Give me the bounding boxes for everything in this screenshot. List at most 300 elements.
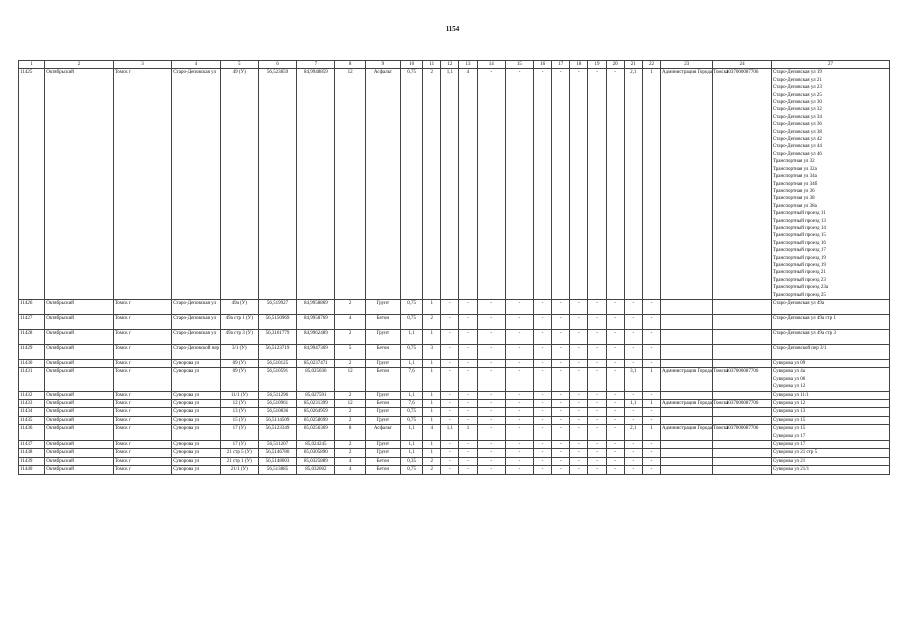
table-cell: - <box>477 315 505 330</box>
table-cell: - <box>642 457 660 465</box>
table-cell: - <box>505 300 533 315</box>
table-cell: - <box>505 69 533 300</box>
address-item: Суворова ул 12 <box>772 401 806 407</box>
table-cell: Октябрьский <box>45 345 114 360</box>
table-cell: 1,1 <box>624 400 642 408</box>
table-cell: - <box>570 360 588 368</box>
table-cell: - <box>642 330 660 345</box>
table-cell: - <box>534 441 552 449</box>
table-cell: 56,511296 <box>258 391 296 399</box>
table-cell: 3,1 <box>624 368 642 391</box>
address-list-cell <box>771 69 889 300</box>
column-header: 5 <box>220 61 258 69</box>
table-cell <box>661 360 713 368</box>
address-item: Суворова ул 21 стр 5 <box>772 450 818 456</box>
table-cell: 11438 <box>19 449 45 457</box>
table-cell: Администрация Города Томска <box>661 368 713 391</box>
table-cell: 11432 <box>19 391 45 399</box>
table-cell: - <box>642 408 660 416</box>
address-list-cell <box>771 391 889 399</box>
table-cell: - <box>624 449 642 457</box>
table-cell: - <box>441 449 459 457</box>
table-cell: - <box>441 360 459 368</box>
table-cell: - <box>606 449 624 457</box>
table-cell: 84,9958869 <box>297 300 335 315</box>
table-cell: 2,1 <box>624 69 642 300</box>
table-cell <box>661 330 713 345</box>
table-cell: - <box>552 345 570 360</box>
table-cell: - <box>441 466 459 474</box>
table-cell: - <box>459 360 477 368</box>
table-cell: 11439 <box>19 457 45 465</box>
address-item: Суворова ул 06 <box>772 376 806 382</box>
table-cell: 2 <box>335 360 365 368</box>
table-cell: - <box>534 400 552 408</box>
address-item: Суворова ул 21 <box>772 458 806 464</box>
column-header: 2 <box>45 61 114 69</box>
table-cell: - <box>588 425 606 441</box>
table-cell: 1 <box>423 449 441 457</box>
table-cell: - <box>477 457 505 465</box>
table-cell: - <box>477 345 505 360</box>
column-header: 23 <box>661 61 713 69</box>
table-cell: Томск г <box>113 360 171 368</box>
table-cell: - <box>505 345 533 360</box>
table-cell: Грунт <box>365 441 400 449</box>
address-item: Суворова ул 4а <box>772 369 805 375</box>
table-cell: - <box>606 315 624 330</box>
table-cell: - <box>588 449 606 457</box>
table-cell: 7,6 <box>401 400 423 408</box>
table-cell: Старо-Деповская ул <box>172 330 220 345</box>
table-cell: 21 стр 5 (У) <box>220 449 258 457</box>
table-cell: - <box>441 457 459 465</box>
table-cell: 84,9958769 <box>297 315 335 330</box>
table-cell: 85,0325889 <box>297 457 335 465</box>
table-cell: 11430 <box>19 360 45 368</box>
table-cell: 2 <box>423 457 441 465</box>
table-cell <box>713 408 771 416</box>
table-cell: - <box>642 315 660 330</box>
table-cell: - <box>642 345 660 360</box>
table-cell: 1 <box>423 441 441 449</box>
table-cell: - <box>570 416 588 424</box>
table-cell: - <box>588 345 606 360</box>
table-cell: - <box>505 330 533 345</box>
table-cell: Октябрьский <box>45 466 114 474</box>
table-cell: 1 <box>423 300 441 315</box>
table-cell: 1 <box>423 368 441 391</box>
table-cell: - <box>534 315 552 330</box>
table-cell: - <box>477 300 505 315</box>
table-cell: - <box>505 466 533 474</box>
address-item: Суворова ул 21/1 <box>772 467 810 473</box>
table-cell: - <box>552 449 570 457</box>
table-cell: - <box>642 441 660 449</box>
address-item: Старо-Деповская ул 19 <box>772 70 822 76</box>
table-cell: 56,510836 <box>258 408 296 416</box>
table-cell: - <box>477 425 505 441</box>
table-cell: Грунт <box>365 416 400 424</box>
table-cell <box>661 300 713 315</box>
table-cell: - <box>505 449 533 457</box>
table-cell: - <box>459 391 477 399</box>
table-row <box>19 345 890 360</box>
table-cell: 1037000087706 <box>713 368 771 391</box>
table-cell: Томск г <box>113 400 171 408</box>
table-cell: - <box>624 391 642 399</box>
table-cell: - <box>441 315 459 330</box>
table-cell: 85,0231399 <box>297 400 335 408</box>
table-cell: - <box>505 457 533 465</box>
table-cell: - <box>459 449 477 457</box>
table-cell: - <box>477 466 505 474</box>
table-cell: Томск г <box>113 457 171 465</box>
table-cell: Томск г <box>113 330 171 345</box>
table-cell: - <box>588 408 606 416</box>
address-list-cell <box>771 441 889 449</box>
column-header: 15 <box>505 61 533 69</box>
table-cell: 2 <box>335 330 365 345</box>
table-cell: Томск г <box>113 300 171 315</box>
table-cell: - <box>441 368 459 391</box>
table-cell: 2 <box>423 315 441 330</box>
table-cell: 12 <box>335 368 365 391</box>
table-cell: Суворова ул <box>172 466 220 474</box>
table-cell: - <box>459 466 477 474</box>
table-cell: Октябрьский <box>45 368 114 391</box>
address-list-cell <box>771 330 889 345</box>
table-cell <box>713 441 771 449</box>
address-list-cell <box>771 368 889 391</box>
table-cell: - <box>552 441 570 449</box>
table-row <box>19 441 890 449</box>
table-cell: Суворова ул <box>172 416 220 424</box>
table-cell: 85,0258699 <box>297 416 335 424</box>
table-cell: - <box>588 360 606 368</box>
table-cell: - <box>534 425 552 441</box>
table-cell: 2 <box>335 408 365 416</box>
table-cell: - <box>552 360 570 368</box>
table-cell: Октябрьский <box>45 330 114 345</box>
table-cell: - <box>552 416 570 424</box>
table-cell <box>661 345 713 360</box>
table-cell: Бетон <box>365 400 400 408</box>
table-cell: 1 <box>459 425 477 441</box>
table-cell: - <box>441 441 459 449</box>
table-cell: 4 <box>423 425 441 441</box>
table-cell: 1,1 <box>401 441 423 449</box>
table-cell: - <box>588 368 606 391</box>
address-list-cell <box>771 425 889 441</box>
table-cell: - <box>570 449 588 457</box>
table-cell: 5 <box>335 345 365 360</box>
table-row <box>19 416 890 424</box>
table-cell: Суворова ул <box>172 360 220 368</box>
table-cell: 49а стр 1 (У) <box>220 315 258 330</box>
table-cell: 11426 <box>19 300 45 315</box>
table-cell <box>661 391 713 399</box>
table-cell: - <box>534 466 552 474</box>
column-header: 18 <box>570 61 588 69</box>
table-cell: 11431 <box>19 368 45 391</box>
table-cell: - <box>642 300 660 315</box>
table-row <box>19 315 890 330</box>
table-cell: - <box>534 457 552 465</box>
table-cell: - <box>505 400 533 408</box>
table-cell: Бетон <box>365 457 400 465</box>
table-cell: - <box>570 441 588 449</box>
table-cell: 85,0237471 <box>297 360 335 368</box>
table-cell: 0,75 <box>401 315 423 330</box>
table-cell: - <box>552 391 570 399</box>
table-cell: 2,1 <box>624 425 642 441</box>
table-cell: - <box>606 300 624 315</box>
table-cell: Старо-Деповская ул <box>172 315 220 330</box>
table-cell: 56,5150969 <box>258 315 296 330</box>
table-cell: - <box>642 416 660 424</box>
table-cell: - <box>459 400 477 408</box>
table-cell: 2 <box>423 466 441 474</box>
address-item: Транспортная ул 34б <box>772 181 818 187</box>
column-header: 14 <box>477 61 505 69</box>
table-row <box>19 457 890 465</box>
table-cell: Октябрьский <box>45 416 114 424</box>
table-cell: - <box>477 408 505 416</box>
column-header: 1 <box>19 61 45 69</box>
table-cell <box>713 466 771 474</box>
table-cell: - <box>624 416 642 424</box>
table-cell <box>661 416 713 424</box>
table-cell: 85,032602 <box>297 466 335 474</box>
table-cell: 11437 <box>19 441 45 449</box>
table-cell: Грунт <box>365 360 400 368</box>
table-cell: - <box>570 400 588 408</box>
table-cell: 1,1 <box>441 425 459 441</box>
table-cell: 8 <box>335 425 365 441</box>
table-cell: - <box>606 441 624 449</box>
table-cell: - <box>588 441 606 449</box>
address-item: Транспортный проезд 13 <box>772 218 826 224</box>
table-cell: - <box>441 416 459 424</box>
address-list-cell <box>771 416 889 424</box>
table-cell: Суворова ул <box>172 457 220 465</box>
table-cell: Томск г <box>113 391 171 399</box>
address-item: Транспортный проезд 25 <box>772 292 826 298</box>
column-header: 4 <box>172 61 220 69</box>
table-cell: - <box>459 368 477 391</box>
table-cell: - <box>477 368 505 391</box>
address-list-cell <box>771 457 889 465</box>
table-cell: - <box>588 300 606 315</box>
table-cell: - <box>552 400 570 408</box>
table-cell: - <box>441 345 459 360</box>
table-row <box>19 69 890 300</box>
table-cell: Томск г <box>113 466 171 474</box>
table-cell: Администрация Города Томска <box>661 425 713 441</box>
table-cell: Бетон <box>365 466 400 474</box>
table-cell: 85,0256369 <box>297 425 335 441</box>
table-cell: 56,511207 <box>258 441 296 449</box>
column-header: 3 <box>113 61 171 69</box>
table-cell: - <box>477 416 505 424</box>
table-cell: - <box>624 300 642 315</box>
address-item: Старо-Деповская ул 32 <box>772 107 822 113</box>
table-cell: - <box>570 330 588 345</box>
table-cell: - <box>534 345 552 360</box>
address-item: Транспортный проезд 17 <box>772 248 826 254</box>
address-item: Старо-Деповская ул 44 <box>772 144 822 150</box>
address-item: Суворова ул 12 <box>772 384 806 390</box>
table-cell: Старо-Деповская ул <box>172 300 220 315</box>
table-cell: 09 (У) <box>220 360 258 368</box>
table-cell: 11433 <box>19 400 45 408</box>
table-cell: - <box>588 315 606 330</box>
table-cell: 1 <box>423 360 441 368</box>
table-cell: - <box>552 300 570 315</box>
table-cell: - <box>505 360 533 368</box>
table-cell: 0,75 <box>401 408 423 416</box>
table-cell: - <box>505 315 533 330</box>
table-cell: 1 <box>423 416 441 424</box>
table-cell: 1 <box>423 408 441 416</box>
table-cell: 1 <box>642 69 660 300</box>
table-cell: - <box>534 368 552 391</box>
registry-table <box>18 60 890 475</box>
address-list-cell <box>771 466 889 474</box>
table-cell: 84,9947369 <box>297 345 335 360</box>
table-cell: - <box>534 330 552 345</box>
address-item: Суворова ул 17 <box>772 442 806 448</box>
table-row <box>19 408 890 416</box>
table-cell: 09 (У) <box>220 368 258 391</box>
table-cell <box>661 441 713 449</box>
table-cell: - <box>552 330 570 345</box>
table-cell: - <box>570 69 588 300</box>
column-header: 13 <box>459 61 477 69</box>
table-cell: - <box>624 408 642 416</box>
table-cell: Томск г <box>113 408 171 416</box>
column-header: 24 <box>713 61 771 69</box>
table-cell: 2 <box>335 300 365 315</box>
table-cell: - <box>459 330 477 345</box>
table-cell: - <box>459 457 477 465</box>
table-cell: - <box>570 368 588 391</box>
table-cell: 85,027591 <box>297 391 335 399</box>
table-cell: Томск г <box>113 449 171 457</box>
table-cell: - <box>477 400 505 408</box>
table-cell: - <box>606 457 624 465</box>
table-cell: - <box>534 391 552 399</box>
table-cell: 17 (У) <box>220 425 258 441</box>
table-cell <box>713 345 771 360</box>
address-item: Транспортный проезд 19 <box>772 262 826 268</box>
table-cell: Бетон <box>365 315 400 330</box>
table-cell: - <box>624 457 642 465</box>
table-cell: Бетон <box>365 345 400 360</box>
table-cell: - <box>477 391 505 399</box>
table-cell: 1,1 <box>401 449 423 457</box>
address-item: Транспортный проезд 15 <box>772 233 826 239</box>
table-cell: Томск г <box>113 69 171 300</box>
address-item: Транспортный проезд 21 <box>772 270 826 276</box>
table-cell <box>713 360 771 368</box>
table-cell: Октябрьский <box>45 69 114 300</box>
table-cell: 85,0305890 <box>297 449 335 457</box>
table-cell: Октябрьский <box>45 400 114 408</box>
address-item: Суворова ул 17 <box>772 433 806 439</box>
table-cell: - <box>570 315 588 330</box>
table-cell: - <box>552 425 570 441</box>
table-cell: Октябрьский <box>45 449 114 457</box>
table-cell: - <box>477 330 505 345</box>
address-item: Старо-Деповская ул 46 <box>772 151 822 157</box>
table-cell <box>661 408 713 416</box>
address-item: Транспортная ул 32а <box>772 166 817 172</box>
table-row <box>19 360 890 368</box>
address-item: Транспортный проезд 19 <box>772 255 826 261</box>
table-cell: - <box>459 300 477 315</box>
table-cell: 84,9962489 <box>297 330 335 345</box>
table-cell: 0,35 <box>401 457 423 465</box>
column-header: 16 <box>534 61 552 69</box>
table-cell: - <box>534 449 552 457</box>
table-cell: - <box>552 315 570 330</box>
table-cell: 21 стр 1 (У) <box>220 457 258 465</box>
table-cell <box>713 457 771 465</box>
table-cell: - <box>606 368 624 391</box>
table-cell: - <box>505 391 533 399</box>
column-header: 6 <box>258 61 296 69</box>
table-cell: 1 <box>642 400 660 408</box>
table-cell: - <box>624 345 642 360</box>
address-item: Старо-Деповская ул 21 <box>772 77 822 83</box>
address-item: Старо-Деповская ул 49а стр 3 <box>772 331 837 336</box>
table-cell: Администрация Города Томска <box>662 401 729 407</box>
table-row <box>19 330 890 345</box>
table-cell: - <box>505 425 533 441</box>
table-cell: Грунт <box>365 300 400 315</box>
table-cell: 2 <box>335 441 365 449</box>
table-cell: Суворова ул <box>172 368 220 391</box>
table-cell: - <box>459 345 477 360</box>
table-cell: 49 (У) <box>220 69 258 300</box>
table-cell: - <box>606 408 624 416</box>
table-cell: Суворова ул <box>172 425 220 441</box>
table-cell <box>661 457 713 465</box>
table-cell: 49а (У) <box>220 300 258 315</box>
table-cell: Октябрьский <box>45 425 114 441</box>
table-cell: - <box>570 466 588 474</box>
address-item: Старо-Деповская ул 42 <box>772 137 822 143</box>
table-cell: - <box>642 391 660 399</box>
table-cell: 56,5123719 <box>258 345 296 360</box>
address-list-cell <box>771 345 889 360</box>
table-cell: - <box>505 408 533 416</box>
table-cell: Суворова ул <box>172 408 220 416</box>
table-cell: 2 <box>335 449 365 457</box>
table-cell: Грунт <box>365 408 400 416</box>
column-header: 10 <box>401 61 423 69</box>
address-item: Транспортный проезд 16 <box>772 240 826 246</box>
table-cell: - <box>552 408 570 416</box>
table-cell: 1,1 <box>441 69 459 300</box>
table-cell: - <box>588 391 606 399</box>
table-row <box>19 425 890 441</box>
table-cell: 12 <box>335 69 365 300</box>
table-cell: Октябрьский <box>45 408 114 416</box>
table-row <box>19 400 890 408</box>
